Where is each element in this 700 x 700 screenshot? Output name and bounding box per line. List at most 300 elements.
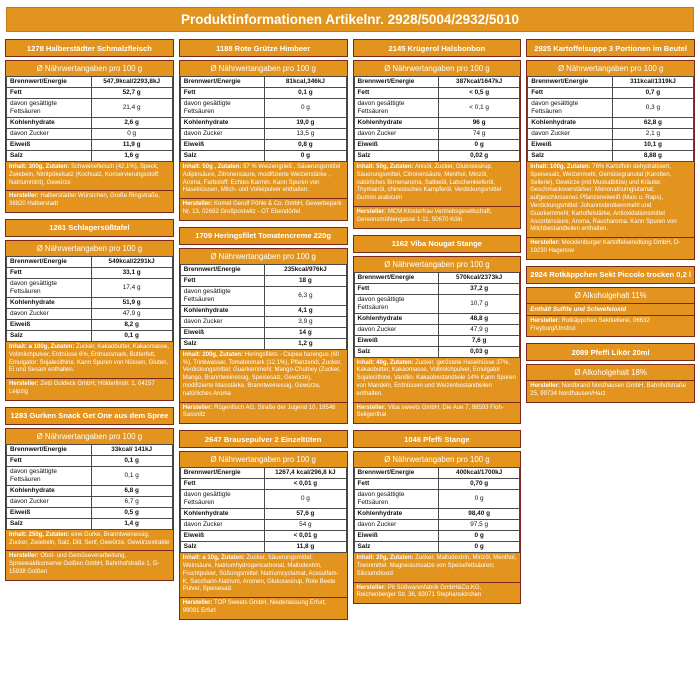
nutrition-table-body: [354, 272, 520, 357]
nutrient-value: 547,9kcal/2293,8kJ: [91, 77, 172, 88]
nutrient-value: 96 g: [439, 118, 520, 129]
nutrition-row: [354, 294, 520, 313]
manufacturer-value: Rotkäppchen Sektkellerei, 06632 Freyburg/Unstrut: [530, 317, 650, 332]
nutrition-row: [180, 88, 346, 99]
nutrient-label: Fett: [354, 283, 439, 294]
nutrient-label: Salz: [354, 346, 439, 357]
nutrient-label: Kohlenhydrate: [528, 118, 613, 129]
nutrient-value: 6,8 g: [91, 485, 172, 496]
manufacturer-value: Pit Süßwarenfabrik GmbH&Co.KG, Reichenberger Str. 36, 83071 Stephanskirchen: [356, 584, 482, 599]
nutrition-row: [528, 99, 694, 118]
nutrient-label: Kohlenhydrate: [354, 118, 439, 129]
nutrient-value: 37,2 g: [439, 283, 520, 294]
product-card: [353, 39, 522, 229]
nutrient-label: Kohlenhydrate: [180, 118, 265, 129]
nutrition-row: [7, 278, 173, 297]
ingredients-list: Anisöl, Zucker, Glukosesirup, Säuerungsmittel, Citronensäure, Menthol, Minzöl, natürliches Birnenaroma, Salbeiöl, Latschenkieferöl, Thymianöl, chinesisches Kampferöl, Verdickungsmittel Gummi arabicum: [356, 164, 502, 202]
ingredients-text: [354, 162, 521, 206]
nutrition-row: [180, 327, 346, 338]
product-card-title: 2089 Pfeffi Likör 20ml: [526, 343, 695, 361]
product-card-title: 2924 Rotkäppchen Sekt Piccolo trocken 0,2 l: [526, 266, 695, 284]
product-card-title: 2145 Krügerol Halsbonbon: [353, 39, 522, 57]
product-card-title: 1188 Rote Grütze Himbeer: [179, 39, 348, 57]
product-card-body: [526, 287, 695, 338]
product-card: [5, 219, 174, 401]
nutrient-value: 0 g: [439, 531, 520, 542]
nutrition-table: [180, 76, 347, 162]
nutrient-label: Fett: [180, 479, 265, 490]
nutrient-value: 549kcal/2291kJ: [91, 256, 172, 267]
nutrient-value: < 0,1 g: [439, 99, 520, 118]
ingredients-text: [527, 162, 694, 237]
nutrition-row: [180, 316, 346, 327]
nutrient-value: 1,2 g: [265, 338, 346, 349]
nutrient-value: 400kcal/1700kJ: [439, 468, 520, 479]
nutrient-label: Salz: [180, 542, 265, 553]
nutrition-row: [7, 77, 173, 88]
nutrient-label: davon Zucker: [180, 129, 265, 140]
nutrient-label: davon Zucker: [7, 496, 92, 507]
nutrient-label: davon gesättigte Fettsäuren: [180, 490, 265, 509]
nutrient-value: 0,7 g: [612, 88, 693, 99]
nutrient-value: 0 g: [91, 129, 172, 140]
nutrition-row: [180, 520, 346, 531]
nutrition-row: [180, 286, 346, 305]
manufacturer-value: MCM Klosterfrau Vertriebsgesellschaft, Gereonsmühlengasse 1-11, 50670 Köln: [356, 208, 492, 223]
ingredients-intro: Inhalt: 100g, Zutaten:: [530, 164, 591, 170]
nutrition-table: [6, 76, 173, 162]
manufacturer-text: [527, 237, 694, 259]
nutrient-value: 57,6 g: [265, 509, 346, 520]
nutrition-row: [180, 509, 346, 520]
nutrient-value: 6,7 g: [91, 496, 172, 507]
nutrition-row: [354, 520, 520, 531]
ingredients-text: [180, 162, 347, 198]
nutrient-label: Kohlenhydrate: [7, 118, 92, 129]
manufacturer-label: Hersteller:: [182, 600, 213, 607]
product-card: [526, 266, 695, 338]
nutrient-value: 0,3 g: [612, 99, 693, 118]
nutrition-row: [180, 99, 346, 118]
nutrient-label: Fett: [354, 88, 439, 99]
nutrient-value: 52,7 g: [91, 88, 172, 99]
product-card-body: [353, 60, 522, 229]
ingredients-list: Zucker, Maltodextrin, Minzöl, Menthol, Trennmittel: Magnesiumsalze von Speisefettsäuren; Siliciumdioxid: [356, 555, 517, 577]
column-2: [179, 39, 348, 620]
nutrition-row: [7, 118, 173, 129]
manufacturer-text: [180, 198, 347, 220]
nutrition-row: [180, 151, 346, 162]
nutrition-row: [354, 479, 520, 490]
nutrient-label: Kohlenhydrate: [354, 313, 439, 324]
nutrient-value: 1,6 g: [91, 151, 172, 162]
nutrition-row: [354, 509, 520, 520]
manufacturer-value: Komet Gerolf Pöhle & Co. GmbH, Gewerbepark Nr. 13, 02692 Großpostwitz - OT Ebendörfel: [182, 201, 342, 215]
manufacturer-label: Hersteller:: [9, 553, 39, 560]
nutrient-value: 47,9 g: [91, 308, 172, 319]
nutrient-value: 0,5 g: [91, 507, 172, 518]
nutrition-table-body: [354, 468, 520, 553]
nutrition-header: Ø Nährwertangaben pro 100 g: [210, 455, 316, 465]
ingredients-intro: Inhalt: 200g, Zutaten:: [182, 351, 244, 358]
nutrient-label: davon Zucker: [528, 129, 613, 140]
nutrient-value: 235kcal/976kJ: [265, 264, 346, 275]
nutrition-row: [528, 129, 694, 140]
nutrient-label: davon Zucker: [180, 316, 265, 327]
nutrient-label: davon gesättigte Fettsäuren: [7, 466, 92, 485]
product-card: [179, 227, 348, 424]
product-card-title: 1046 Pfeffi Stange: [353, 430, 522, 448]
nutrient-value: 0,1 g: [265, 88, 346, 99]
nutrient-label: davon Zucker: [7, 308, 92, 319]
nutrition-header: Ø Nährwertangaben pro 100 g: [36, 64, 143, 73]
nutrition-row: [180, 264, 346, 275]
nutrient-label: Salz: [180, 338, 265, 349]
nutrient-value: 0,1 g: [91, 455, 172, 466]
nutrition-table-body: [180, 468, 346, 553]
manufacturer-label: Hersteller:: [9, 381, 39, 388]
ingredients-intro: Inhalt: 50g, Zutaten:: [356, 164, 414, 170]
nutrient-value: 311kcal/1319kJ: [612, 77, 693, 88]
nutrition-row: [7, 466, 173, 485]
nutrition-table: [180, 467, 347, 553]
nutrition-row: [354, 324, 520, 335]
nutrient-label: Brennwert/Energie: [180, 468, 265, 479]
nutrition-row: [528, 151, 694, 162]
column-1: [5, 39, 174, 581]
nutrition-row: [354, 129, 520, 140]
manufacturer-text: [6, 378, 173, 400]
nutrition-row: [354, 88, 520, 99]
nutrient-value: 33kcal/ 141kJ: [91, 444, 172, 455]
manufacturer-label: Hersteller:: [182, 404, 213, 411]
nutrient-label: Salz: [7, 330, 92, 341]
nutrient-value: 13,5 g: [265, 129, 346, 140]
product-card-title: 2925 Kartoffelsuppe 3 Portionen im Beutel: [526, 39, 695, 57]
nutrient-value: 0,03 g: [439, 346, 520, 357]
nutrient-label: Salz: [354, 151, 439, 162]
nutrition-header: Ø Nährwertangaben pro 100 g: [557, 64, 664, 73]
nutrient-value: 8,88 g: [612, 151, 693, 162]
ingredients-list: eine Gurke, Branntweinessig, Zucker, Zwiebeln, Salz, Dill, Senf, Gewürze, Gewürzextrakte: [9, 531, 170, 546]
nutrition-table: [527, 76, 694, 162]
nutrition-row: [354, 283, 520, 294]
nutrition-row: [180, 129, 346, 140]
nutrition-header: Ø Nährwertangaben pro 100 g: [384, 259, 490, 269]
nutrition-table: [6, 444, 173, 530]
product-card-title: 1261 Schlagersüßtafel: [5, 219, 174, 237]
ingredients-intro: Inhalt: 300g, Zutaten:: [9, 164, 70, 170]
nutrition-header: Ø Nährwertangaben pro 100 g: [36, 431, 143, 441]
nutrition-row: [354, 272, 520, 283]
manufacturer-value: Halberstädter Würstchen, Große Ringstraße, 38820 Halberstadt: [9, 193, 160, 208]
nutrient-label: Eiweiß: [354, 531, 439, 542]
nutrient-label: Fett: [180, 88, 265, 99]
manufacturer-text: [527, 380, 694, 402]
nutrient-value: 2,1 g: [612, 129, 693, 140]
nutrient-label: davon Zucker: [354, 520, 439, 531]
manufacturer-value: TOP Sweets GmbH, Niederlassung Erfurt, 99091 Erfurt: [182, 600, 327, 614]
nutrient-value: 4,1 g: [265, 305, 346, 316]
nutrition-row: [7, 330, 173, 341]
nutrition-table-body: [7, 256, 173, 341]
nutrient-label: Salz: [7, 151, 92, 162]
nutrient-value: 18 g: [265, 275, 346, 286]
nutrition-row: [528, 118, 694, 129]
nutrient-value: 10,1 g: [612, 140, 693, 151]
nutrition-row: [7, 485, 173, 496]
manufacturer-label: Hersteller:: [9, 193, 39, 200]
nutrition-row: [354, 77, 520, 88]
nutrition-row: [354, 140, 520, 151]
column-4: [526, 39, 695, 403]
nutrient-label: Kohlenhydrate: [180, 305, 265, 316]
nutrient-label: Eiweiß: [7, 507, 92, 518]
manufacturer-label: Hersteller:: [530, 317, 560, 324]
product-card-body: [526, 60, 695, 260]
nutrition-table-body: [528, 77, 694, 162]
nutrient-label: Eiweiß: [180, 140, 265, 151]
nutrient-label: Brennwert/Energie: [528, 77, 613, 88]
product-card-title: 2647 Brausepulver 2 Einzeltüten: [179, 430, 348, 448]
manufacturer-text: [354, 582, 521, 604]
nutrition-row: [180, 275, 346, 286]
nutrient-value: 0 g: [439, 140, 520, 151]
product-card-body: [179, 248, 348, 424]
allergen-note: Enthält Sulfite und Schwefeloxid: [527, 303, 694, 315]
ingredients-text: [354, 553, 521, 581]
nutrient-value: 74 g: [439, 129, 520, 140]
nutrient-value: 0,70 g: [439, 479, 520, 490]
nutrient-value: 0,8 g: [265, 140, 346, 151]
nutrition-row: [7, 99, 173, 118]
product-card: [5, 407, 174, 581]
nutrition-row: [7, 256, 173, 267]
nutrition-row: [180, 468, 346, 479]
nutrient-label: Fett: [7, 267, 92, 278]
nutrient-label: Kohlenhydrate: [180, 509, 265, 520]
nutrient-value: 97,5 g: [439, 520, 520, 531]
product-card-body: [353, 256, 522, 425]
nutrient-label: Eiweiß: [180, 531, 265, 542]
nutrition-table-body: [180, 264, 346, 349]
nutrient-value: 0 g: [265, 490, 346, 509]
product-card-body: [526, 364, 695, 403]
nutrient-label: davon Zucker: [7, 129, 92, 140]
nutrition-header: Ø Nährwertangaben pro 100 g: [210, 64, 316, 73]
nutrient-label: davon gesättigte Fettsäuren: [354, 294, 439, 313]
nutrition-row: [7, 496, 173, 507]
nutrient-value: 14 g: [265, 327, 346, 338]
nutrient-value: 7,6 g: [439, 335, 520, 346]
nutrient-value: 6,3 g: [265, 286, 346, 305]
nutrition-row: [354, 542, 520, 553]
manufacturer-value: Zetti Goldeck GmbH, Hölderlinstr. 1, 04157 Leipzig: [9, 381, 155, 395]
ingredients-text: [180, 350, 347, 402]
nutrient-label: Fett: [528, 88, 613, 99]
manufacturer-text: [6, 550, 173, 579]
nutrition-row: [7, 151, 173, 162]
nutrition-table-body: [354, 77, 520, 162]
page-title: Produktinformationen Artikelnr. 2928/5004/2932/5010: [6, 7, 694, 32]
product-card-title: 1162 Viba Nougat Stange: [353, 235, 522, 253]
nutrient-value: 0 g: [439, 542, 520, 553]
nutrient-label: davon Zucker: [180, 520, 265, 531]
nutrient-label: davon gesättigte Fettsäuren: [354, 99, 439, 118]
nutrition-row: [354, 313, 520, 324]
nutrition-table-body: [7, 444, 173, 529]
ingredients-list: Schweinefleisch (42,1%), Speck, Zwiebeln, Nitritpökelsalz (Kochsalz, Konservierungsstoff: Natriumnitrit), Gewürze: [9, 164, 160, 186]
manufacturer-text: [180, 597, 347, 619]
manufacturer-text: [180, 402, 347, 424]
nutrition-row: [7, 319, 173, 330]
nutrition-row: [7, 129, 173, 140]
nutrient-value: 1,4 g: [91, 518, 172, 529]
column-3: [353, 39, 522, 604]
nutrition-row: [7, 308, 173, 319]
product-card-title: 1283 Gurken Snack Get One aus dem Spree: [5, 407, 174, 425]
manufacturer-label: Hersteller:: [530, 240, 560, 247]
nutrient-value: 11,8 g: [265, 542, 346, 553]
nutrient-value: 19,0 g: [265, 118, 346, 129]
ingredients-intro: Inhalt: a 100g, Zutaten:: [9, 343, 75, 350]
nutrient-label: davon gesättigte Fettsäuren: [7, 278, 92, 297]
nutrient-label: Kohlenhydrate: [354, 509, 439, 520]
manufacturer-text: [354, 402, 521, 424]
ingredients-text: [6, 342, 173, 378]
nutrient-label: Eiweiß: [7, 140, 92, 151]
nutrient-label: Fett: [354, 479, 439, 490]
nutrient-value: 62,8 g: [612, 118, 693, 129]
nutrient-label: Eiweiß: [354, 140, 439, 151]
cards-grid: [3, 39, 697, 620]
nutrient-label: davon Zucker: [354, 324, 439, 335]
nutrient-label: Salz: [180, 151, 265, 162]
nutrition-row: [354, 151, 520, 162]
nutrient-value: 0,1 g: [91, 466, 172, 485]
nutrient-label: davon gesättigte Fettsäuren: [180, 286, 265, 305]
nutrition-row: [354, 531, 520, 542]
nutrient-label: Salz: [528, 151, 613, 162]
alcohol-content: Ø Alkoholgehalt 11%: [574, 290, 647, 300]
nutrient-value: 98,40 g: [439, 509, 520, 520]
nutrient-label: Fett: [7, 455, 92, 466]
nutrition-row: [7, 455, 173, 466]
nutrient-value: 570kcal/2373kJ: [439, 272, 520, 283]
product-card-body: [179, 60, 348, 221]
nutrient-value: 0,1 g: [91, 330, 172, 341]
nutrient-value: < 0,01 g: [265, 531, 346, 542]
nutrition-header: Ø Nährwertangaben pro 100 g: [384, 455, 490, 465]
nutrition-row: [180, 338, 346, 349]
nutrient-value: 17,4 g: [91, 278, 172, 297]
nutrition-row: [7, 140, 173, 151]
nutrient-value: 3,9 g: [265, 316, 346, 327]
ingredients-intro: Inhalt: 40g, Zutaten:: [356, 359, 414, 366]
nutrient-label: Fett: [180, 275, 265, 286]
nutrient-value: 33,1 g: [91, 267, 172, 278]
nutrient-label: Salz: [354, 542, 439, 553]
nutrition-row: [354, 346, 520, 357]
nutrition-table: [6, 256, 173, 342]
nutrition-row: [180, 479, 346, 490]
manufacturer-value: Rügenfisch AG, Straße der Jugend 10, 18546 Sassnitz: [182, 404, 336, 419]
nutrition-row: [180, 118, 346, 129]
ingredients-list: Zucker, Säuerungsmittel: Weinsäure, Natriumhydrogencarbonat, Maltodextrin, Fruchtpulver, Süßungsmittel: Natriumcyclamat, Acesulfam-K, Saccharin-Natrium, Aromen, Glukosesirup, Rote Beete Pulver, Speisesalz: [182, 555, 339, 593]
nutrient-label: Brennwert/Energie: [7, 444, 92, 455]
ingredients-intro: Inhalt: 250g, Zutaten:: [9, 531, 70, 538]
nutrition-table-body: [180, 77, 346, 162]
manufacturer-label: Hersteller:: [530, 383, 560, 390]
nutrient-label: Kohlenhydrate: [7, 485, 92, 496]
nutrition-row: [7, 444, 173, 455]
product-card: [353, 430, 522, 604]
manufacturer-value: Viba sweets GmbH, Die Aue 7, 98593 Floh-Seligenthal: [356, 404, 504, 419]
product-card-body: [5, 428, 174, 581]
product-card-body: [5, 60, 174, 213]
nutrition-row: [7, 518, 173, 529]
nutrient-value: 0 g: [265, 99, 346, 118]
nutrient-value: 48,8 g: [439, 313, 520, 324]
product-card-title: 1278 Halberstädter Schmalzfleisch: [5, 39, 174, 57]
manufacturer-label: Hersteller:: [182, 201, 213, 208]
nutrition-row: [180, 531, 346, 542]
ingredients-text: [180, 553, 347, 597]
manufacturer-text: [527, 315, 694, 337]
nutrient-label: Brennwert/Energie: [7, 256, 92, 267]
nutrient-value: 10,7 g: [439, 294, 520, 313]
product-card: [179, 430, 348, 620]
ingredients-intro: Inhalt: 20g, Zutaten:: [356, 555, 414, 562]
nutrient-label: Eiweiß: [180, 327, 265, 338]
ingredients-list: Zucker, geröstete Haselnüsse 37%, Kakaobutter, Kakaomasse, Vollmilchpulver, Emulgator Sojalecithine, Vanillin. Kakaobestandteile 14% Kann Spuren von Mandeln, Erdnüssen und Weizenbestandteilen enthalten.: [356, 359, 516, 397]
product-card-body: [353, 451, 522, 604]
product-card: [353, 235, 522, 425]
nutrient-value: 51,9 g: [91, 297, 172, 308]
nutrient-value: 47,9 g: [439, 324, 520, 335]
product-card-body: [179, 451, 348, 620]
nutrient-value: 54 g: [265, 520, 346, 531]
manufacturer-label: Hersteller:: [356, 584, 387, 591]
product-card: [179, 39, 348, 221]
nutrient-label: Kohlenhydrate: [7, 297, 92, 308]
nutrition-table: [354, 467, 521, 553]
nutrient-label: Brennwert/Energie: [7, 77, 92, 88]
nutrient-label: Brennwert/Energie: [180, 264, 265, 275]
nutrient-label: davon gesättigte Fettsäuren: [180, 99, 265, 118]
ingredients-intro: Inhalt: 50g , Zutaten:: [182, 164, 242, 170]
nutrient-label: davon Zucker: [354, 129, 439, 140]
nutrition-header: Ø Nährwertangaben pro 100 g: [36, 243, 143, 253]
ingredients-text: [354, 358, 521, 402]
nutrient-value: 387kcal/1647kJ: [439, 77, 520, 88]
manufacturer-label: Hersteller:: [356, 208, 387, 215]
nutrition-table: [180, 264, 347, 350]
nutrient-label: Brennwert/Energie: [354, 77, 439, 88]
nutrient-label: Brennwert/Energie: [354, 272, 439, 283]
manufacturer-label: Hersteller:: [356, 404, 387, 411]
nutrient-label: Brennwert/Energie: [180, 77, 265, 88]
manufacturer-text: [6, 190, 173, 212]
nutrient-value: 81kcal,346kJ: [265, 77, 346, 88]
nutrition-row: [7, 507, 173, 518]
nutrient-value: 0 g: [439, 490, 520, 509]
product-card-title: 1709 Heringsfilet Tomatencreme 220g: [179, 227, 348, 245]
nutrition-row: [354, 118, 520, 129]
nutrition-table-body: [7, 77, 173, 162]
nutrition-row: [7, 267, 173, 278]
nutrient-value: < 0,5 g: [439, 88, 520, 99]
